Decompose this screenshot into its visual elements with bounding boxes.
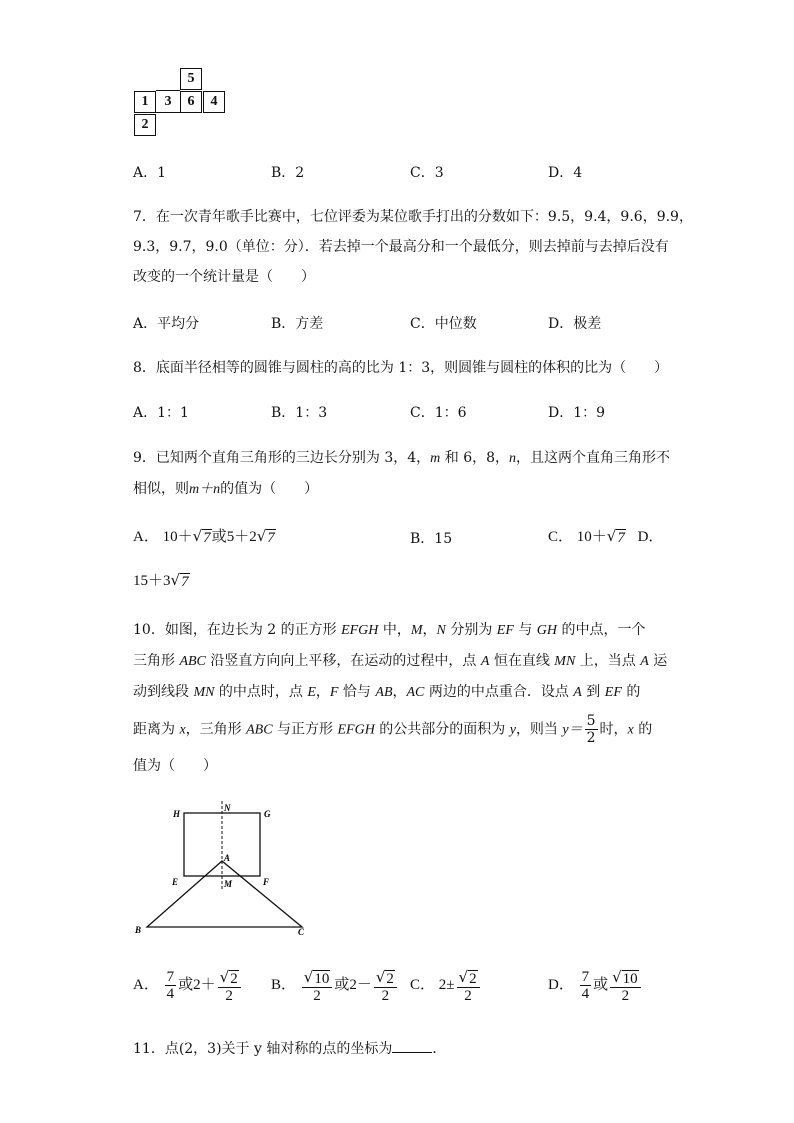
q10-text: ，则当 (515, 721, 563, 738)
numerator: √ 2 (218, 968, 241, 988)
option-label: D． (548, 977, 574, 993)
radicand: 2 (469, 970, 477, 987)
label-n: N (436, 623, 446, 638)
q6-option-d: D．4 (548, 165, 583, 181)
q10-text: 中， (378, 622, 411, 638)
net-cell-4: 4 (203, 91, 225, 113)
q10-text: 时， (599, 721, 628, 738)
fraction (218, 968, 241, 1004)
var-y-eq: y＝ (562, 722, 583, 738)
math-text: 或 (211, 529, 227, 545)
denominator: 2 (464, 987, 472, 1004)
option-label: A． (133, 529, 159, 545)
label-abc: ABC (179, 654, 206, 669)
label-mn: MN (554, 654, 576, 669)
q10-text: 10．如图，在边长为 2 的正方形 (133, 622, 342, 638)
q8-option-c: C．1：6 (410, 405, 467, 421)
label-f: F (329, 685, 339, 700)
fig-label-h: H (173, 809, 181, 819)
net-cell-6: 6 (180, 91, 202, 113)
q10-option-d (548, 966, 643, 1004)
denominator: 2 (225, 987, 233, 1004)
q7-line-1: 7．在一次青年歌手比赛中，七位评委为某位歌手打出的分数如下：9.5，9.4，9.6，9.9， (133, 209, 693, 225)
fig-label-a: A (224, 853, 231, 863)
q9-option-d (133, 571, 190, 591)
numerator: √ 10 (610, 968, 641, 988)
option-label: B． (271, 977, 297, 993)
q10-text: ， (392, 684, 407, 700)
net-cell-2: 2 (134, 114, 156, 136)
sqrt: √ 7 (256, 527, 275, 546)
math-text: 10＋ (162, 529, 193, 545)
q10-text: 运 (648, 653, 668, 669)
q8-option-d: D．1：9 (548, 405, 606, 421)
q10-text: 上，当点 (575, 653, 641, 669)
fraction (457, 968, 480, 1004)
label-m: M (410, 623, 423, 638)
q7-option-c: C．中位数 (410, 316, 477, 332)
fig-label-b: B (135, 925, 142, 935)
q10-text: 与 (513, 622, 537, 638)
label-a: A (480, 654, 490, 669)
q10-text: ， (422, 622, 437, 638)
math-text: 或 (334, 977, 350, 993)
fraction (165, 969, 177, 1002)
q10-line-2 (133, 651, 667, 672)
q10-text: ，三角形 (185, 721, 247, 738)
q11-text: 11．点(2，3)关于 y 轴对称的点的坐标为 (133, 1041, 393, 1057)
fig-label-f: F (263, 877, 270, 887)
option-label: C． (410, 977, 436, 993)
denominator: 2 (381, 987, 390, 1004)
math-text: 或 (593, 977, 609, 993)
math-text: 2－ (349, 977, 372, 993)
q10-option-c (410, 966, 482, 1004)
var-n: n (509, 451, 517, 466)
q10-text: 动到线段 (133, 684, 194, 700)
label-ac: AC (406, 685, 425, 700)
q10-option-a (133, 966, 243, 1004)
q6-option-b: B．2 (271, 165, 305, 181)
option-label: D． (637, 529, 664, 545)
q10-text: 与正方形 (272, 721, 338, 738)
denominator: 4 (581, 986, 590, 1003)
q10-text: 的公共部分的面积为 (374, 721, 510, 738)
net-border (156, 90, 180, 91)
radicand: 10 (622, 970, 638, 987)
label-ef: EF (496, 623, 514, 638)
q10-text: 两边的中点重合．设点 (424, 684, 574, 700)
var-x: x (179, 722, 186, 738)
option-label: C． (548, 529, 574, 545)
q10-text: ， (315, 684, 330, 700)
q6-option-a: A．1 (133, 165, 167, 181)
q7-option-b: B．方差 (271, 316, 324, 332)
net-cell-5: 5 (180, 68, 202, 90)
fig-label-g: G (264, 809, 271, 819)
fraction (374, 968, 397, 1004)
radicand: 10 (314, 970, 330, 987)
math-text: 2± (438, 977, 455, 993)
label-a: A (573, 685, 582, 700)
q10-text: 的中点，一个 (557, 622, 646, 638)
q10-text: 分别为 (445, 622, 497, 638)
var-x: x (627, 722, 634, 738)
fraction (585, 713, 598, 746)
q10-option-b (271, 966, 399, 1004)
q7-line-2: 9.3，9.7，9.0（单位：分）．若去掉一个最高分和一个最低分，则去掉前与去掉后没有 (133, 239, 669, 255)
label-ab: AB (375, 685, 393, 700)
fig-label-c: C (298, 927, 305, 937)
expr-m-plus-n: m＋n (189, 482, 221, 497)
q10-line-3 (133, 682, 640, 703)
q10-text: 恒在直线 (489, 653, 555, 669)
var-m: m (430, 451, 441, 466)
q10-line-4 (133, 713, 652, 747)
q9-text: 的值为（ ） (220, 481, 319, 497)
radicand: 2 (230, 970, 238, 987)
q7-option-a: A．平均分 (133, 316, 200, 332)
label-ef: EF (604, 685, 622, 700)
triangle-abc (147, 861, 302, 927)
q10-figure (130, 795, 320, 945)
q11-line (133, 1038, 446, 1059)
label-efgh: EFGH (341, 623, 379, 638)
denominator: 2 (586, 730, 596, 746)
q10-text: 恰与 (338, 684, 376, 700)
sqrt: √ 7 (170, 571, 189, 590)
q10-text: 的 (621, 684, 641, 700)
label-gh: GH (536, 623, 558, 638)
q6-option-c: C．3 (410, 165, 444, 181)
math-text: 15＋3 (133, 573, 171, 589)
label-e: E (307, 685, 316, 700)
sqrt: √ 7 (606, 527, 625, 546)
q9-text: 相似，则 (133, 481, 189, 497)
q9-text: ，且这两个直角三角形不 (516, 450, 671, 466)
net-border (156, 112, 180, 113)
numerator: 7 (166, 969, 175, 986)
label-a: A (640, 654, 649, 669)
q8-option-b: B．1：3 (271, 405, 328, 421)
q9-line-2 (133, 479, 318, 500)
denominator: 2 (621, 987, 630, 1004)
q9-option-a (133, 527, 276, 547)
q10-text: 的 (633, 721, 653, 738)
numerator: 7 (581, 969, 590, 986)
q10-line-1 (133, 620, 645, 641)
math-text: 2＋ (193, 977, 216, 993)
label-mn: MN (193, 685, 215, 700)
math-text: 10＋ (576, 529, 607, 545)
var-y: y (509, 722, 516, 738)
q11-text: ． (432, 1041, 447, 1057)
q7-option-d: D．极差 (548, 316, 602, 332)
radicand: 7 (203, 530, 211, 546)
numerator: √ 2 (374, 968, 397, 988)
q9-line-1 (133, 448, 670, 469)
math-text: 或 (178, 977, 194, 993)
fraction (580, 969, 592, 1002)
radicand: 7 (181, 574, 189, 590)
q10-text: 沿竖直方向向上平移，在运动的过程中，点 (205, 653, 481, 669)
fig-label-n: N (224, 803, 231, 813)
net-cell-3: 3 (164, 94, 172, 109)
q9-option-b: B．15 (410, 531, 453, 547)
answer-blank[interactable] (392, 1038, 432, 1053)
radicand: 7 (617, 530, 625, 546)
fig-label-e: E (172, 877, 179, 887)
numerator: √ 10 (302, 968, 333, 988)
radicand: 7 (267, 530, 275, 546)
label-efgh: EFGH (337, 722, 375, 738)
q10-text: 三角形 (133, 653, 180, 669)
net-cell-1: 1 (134, 91, 156, 113)
sqrt: √ 7 (192, 527, 211, 546)
q7-line-3: 改变的一个统计量是（ ） (133, 269, 315, 285)
denominator: 4 (166, 986, 175, 1003)
label-abc: ABC (246, 722, 273, 738)
fig-label-m: M (224, 879, 233, 889)
q8-line: 8．底面半径相等的圆锥与圆柱的高的比为 1：3，则圆锥与圆柱的体积的比为（ ） (133, 360, 669, 376)
radicand: 2 (386, 970, 394, 987)
denominator: 2 (313, 987, 321, 1004)
numerator: 5 (586, 713, 596, 729)
q10-line-5: 值为（ ） (133, 758, 217, 774)
math-text: 5＋2 (226, 529, 257, 545)
q8-option-a: A．1：1 (133, 405, 189, 421)
option-label: A． (133, 977, 159, 993)
q9-text: 和 6，8， (440, 450, 510, 466)
numerator: √ 2 (457, 968, 480, 988)
q10-text: 距离为 (133, 721, 180, 738)
fraction (610, 968, 641, 1004)
q9-text: 9．已知两个直角三角形的三边长分别为 3，4， (133, 450, 431, 466)
q9-option-c (548, 527, 663, 547)
q10-text: 到 (581, 684, 605, 700)
fraction (302, 968, 333, 1004)
q10-text: 的中点时，点 (214, 684, 308, 700)
